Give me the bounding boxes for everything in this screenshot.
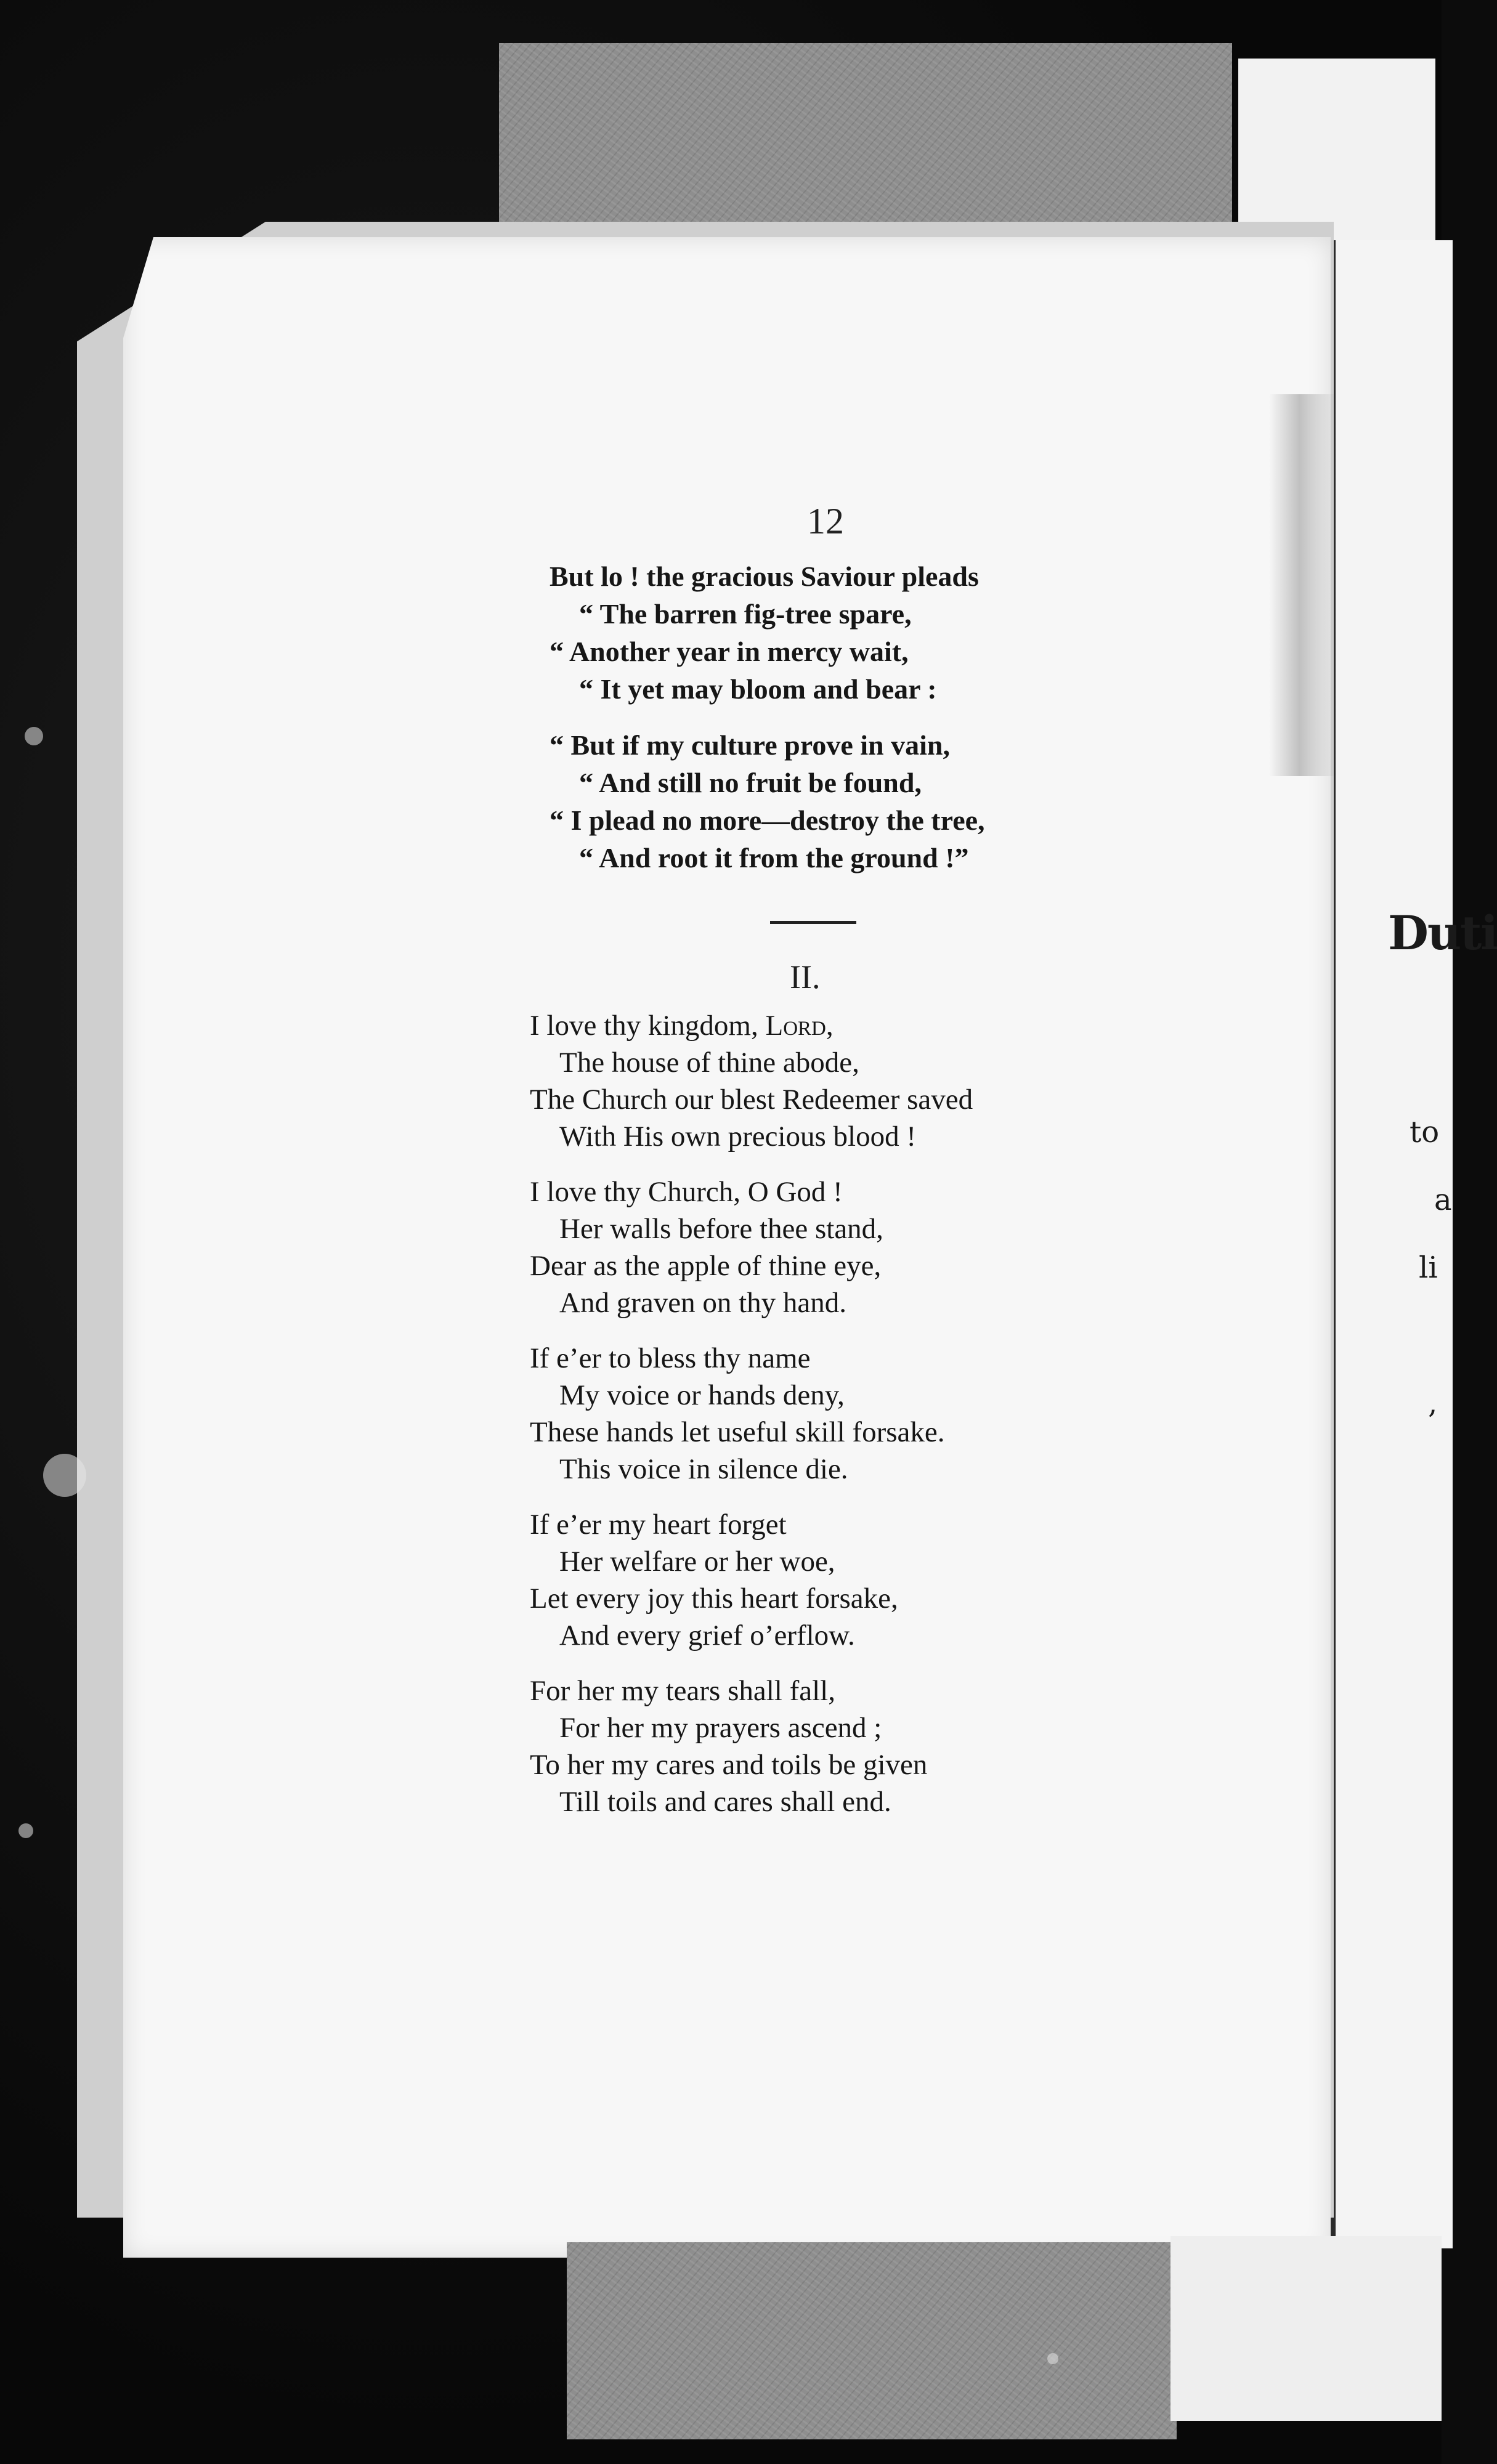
verse-line: To her my cares and toils be given	[530, 1749, 928, 1781]
lord-small-caps: Lord	[765, 1010, 826, 1042]
verse-line: This voice in silence die.	[559, 1453, 848, 1485]
verse-line: And graven on thy hand.	[559, 1287, 846, 1319]
verse-line-text: I love thy kingdom,	[530, 1010, 766, 1042]
stanza	[550, 726, 985, 877]
verse-line: I love thy Church, O God !	[530, 1176, 843, 1208]
verse-line: With His own precious blood !	[559, 1121, 917, 1153]
verse-line: These hands let useful skill forsake.	[530, 1416, 945, 1448]
facing-page-heading: Duti	[1388, 906, 1497, 960]
dust-speck	[18, 1823, 33, 1838]
verse-line: Till toils and cares shall end.	[559, 1786, 891, 1818]
stanza	[530, 1340, 973, 1488]
verse-line	[530, 1007, 973, 1044]
stanza	[530, 1506, 973, 1654]
backing-strip-top	[499, 43, 1232, 253]
section-divider	[770, 921, 856, 924]
dust-speck	[43, 1454, 86, 1497]
verse-line: And every grief o’erflow.	[559, 1619, 855, 1651]
section-heading: II.	[790, 958, 821, 995]
verse-line: My voice or hands deny,	[559, 1379, 845, 1411]
verse-line: Her welfare or her woe,	[559, 1546, 835, 1578]
verse-line: If e’er my heart forget	[530, 1509, 787, 1541]
paper-card-bottom	[1170, 2236, 1442, 2421]
verse-line: The house of thine abode,	[559, 1047, 859, 1079]
page-fold-crease	[1269, 394, 1337, 776]
facing-page-fragment: a	[1434, 1183, 1452, 1217]
dust-speck	[25, 727, 43, 745]
facing-page-fragment: li	[1419, 1250, 1438, 1285]
verse-line: “ It yet may bloom and bear :	[579, 673, 937, 705]
page-number: 12	[807, 501, 844, 541]
verse-line: “ But if my culture prove in vain,	[550, 729, 950, 761]
verse-line: “ I plead no more—destroy the tree,	[550, 804, 985, 836]
verse-line: “ And root it from the ground !”	[579, 842, 969, 873]
verse-line: “ Another year in mercy wait,	[550, 636, 909, 667]
verse-line: For her my tears shall fall,	[530, 1675, 835, 1707]
verse-line: “ The barren fig-tree spare,	[579, 598, 912, 630]
facing-page	[1325, 240, 1497, 2248]
verse-line: But lo ! the gracious Saviour pleads	[550, 561, 979, 592]
facing-page-fragment: to	[1410, 1115, 1440, 1149]
facing-page-fragment: ,	[1428, 1386, 1438, 1420]
verse-line-punct: ,	[826, 1010, 834, 1042]
verse-line: “ And still no fruit be found,	[579, 767, 922, 798]
hymn-one	[550, 557, 985, 895]
dust-speck	[1047, 2353, 1058, 2364]
verse-line: Her walls before thee stand,	[559, 1213, 883, 1245]
stanza	[550, 557, 985, 708]
stanza	[530, 1173, 973, 1321]
verse-line: Let every joy this heart forsake,	[530, 1583, 898, 1615]
hymn-two	[530, 1007, 973, 1839]
verse-line: Dear as the apple of thine eye,	[530, 1250, 882, 1282]
stanza	[530, 1007, 973, 1155]
stanza	[530, 1672, 973, 1820]
verse-line: For her my prayers ascend ;	[559, 1712, 882, 1744]
verse-line: If e’er to bless thy name	[530, 1342, 811, 1374]
backing-strip-bottom	[567, 2242, 1177, 2439]
verse-line: The Church our blest Redeemer saved	[530, 1084, 973, 1116]
